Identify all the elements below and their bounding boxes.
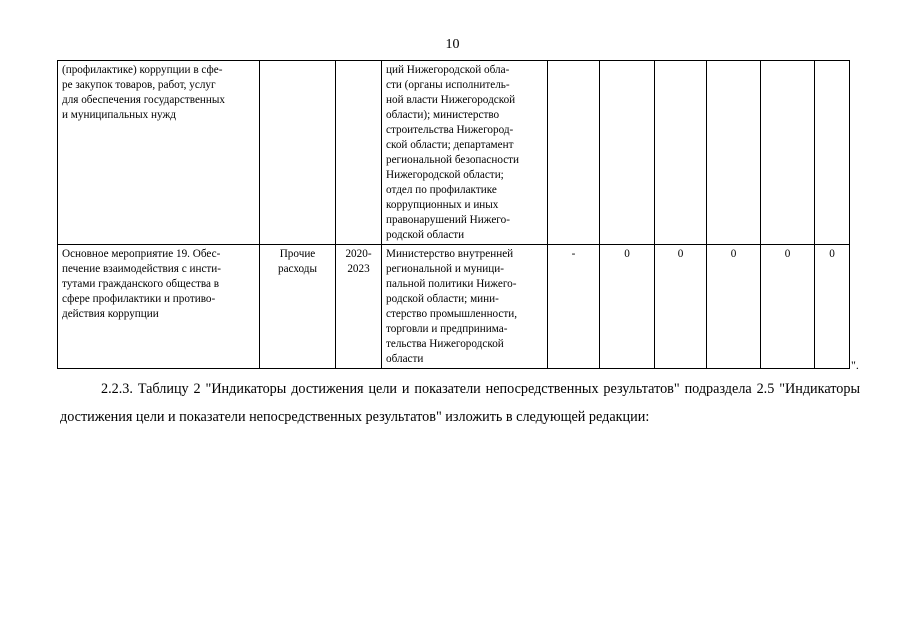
value-cell: [761, 61, 815, 245]
table-row: [58, 61, 850, 245]
period-cell: [336, 61, 382, 245]
closing-quote: ".: [851, 358, 859, 372]
program-table: [57, 60, 850, 369]
executor-cell: ций Нижегородской обла- сти (органы исполнитель- ной власти Нижегородской области); министерство строительства Нижегород- ской области; департамент региональной безопасности Нижегородской области; отдел по профилактике коррупционных и иных правонарушений Нижего- родской области: [382, 61, 548, 245]
value-cell: 0: [761, 245, 815, 369]
value-cell: [707, 61, 761, 245]
measure-name-cell: (профилактике) коррупции в сфе- ре закупок товаров, работ, услуг для обеспечения государственных и муниципальных нужд: [58, 61, 260, 245]
value-cell: 0: [655, 245, 707, 369]
value-cell: 0: [707, 245, 761, 369]
page-number: 10: [445, 37, 460, 52]
value-cell: [548, 61, 600, 245]
measure-name-cell: Основное мероприятие 19. Обес- печение взаимодействия с инсти- тутами гражданского общества в сфере профилактики и противо- действия коррупции: [58, 245, 260, 369]
value-cell: 0: [815, 245, 850, 369]
value-cell: [815, 61, 850, 245]
table-row: [58, 245, 850, 369]
body-paragraph: 2.2.3. Таблицу 2 "Индикаторы достижения цели и показатели непосредственных результатов" подраздела 2.5 "Индикаторы достижения цели и показатели непосредственных результатов" изложить в следующей редакции:: [60, 381, 860, 425]
value-cell: 0: [600, 245, 655, 369]
expense-type-cell: Прочие расходы: [260, 245, 336, 369]
expense-type-cell: [260, 61, 336, 245]
period-cell: 2020- 2023: [336, 245, 382, 369]
executor-cell: Министерство внутренней региональной и муници- пальной политики Нижего- родской области; мини- стерство промышленности, торговли и предпринима- тельства Нижегородской области: [382, 245, 548, 369]
value-cell: [655, 61, 707, 245]
value-cell: -: [548, 245, 600, 369]
value-cell: [600, 61, 655, 245]
